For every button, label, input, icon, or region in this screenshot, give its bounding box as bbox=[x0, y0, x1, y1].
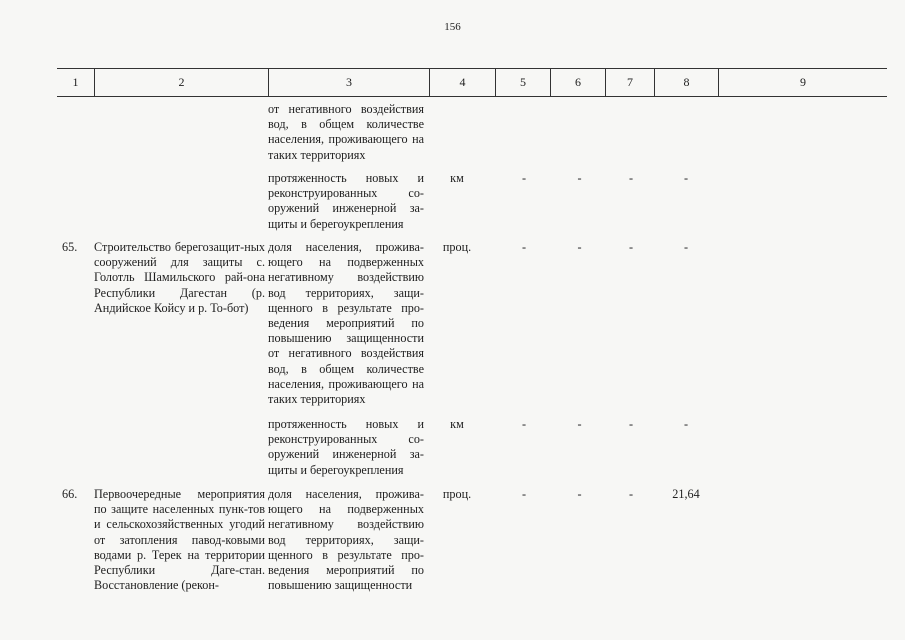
value-cell-col8: - bbox=[683, 417, 689, 431]
indicator-text: протяженность новых и реконструированных со-оружений инженерной за-щиты и берегоукрепления bbox=[268, 171, 424, 231]
page-number: 156 bbox=[444, 21, 461, 33]
value-cell-col8: - bbox=[683, 240, 689, 254]
header-col-1: 1 bbox=[72, 75, 79, 89]
value-cell-col5: - bbox=[521, 417, 527, 431]
measure-text: Первоочередные мероприятия по защите населенных пунк-тов и сельскохозяйственных угодий от затопления павод-ковыми водами р. Терек на территории Республики Даге-стан. Восстановление (рекон- bbox=[94, 487, 265, 593]
value-cell-col7: - bbox=[628, 417, 634, 431]
value-cell-col7: - bbox=[628, 171, 634, 185]
value-cell-col6: - bbox=[577, 171, 582, 185]
header-col-4: 4 bbox=[429, 69, 495, 96]
indicator-text: протяженность новых и реконструированных со-оружений инженерной за-щиты и берегоукрепления bbox=[268, 417, 424, 477]
value-cell-col6: - bbox=[577, 417, 582, 431]
measure-text: Строительство берегозащит-ных сооружений для защиты с. Голотль Шамильского рай-она Республики Дагестан (р. Андийское Койсу и р. То-бот) bbox=[94, 240, 265, 315]
value-cell-col7: - bbox=[628, 487, 634, 501]
value-cell-col8: - bbox=[683, 171, 689, 185]
value-cell-col6: - bbox=[577, 240, 582, 254]
unit-cell: км bbox=[450, 171, 464, 185]
header-col-8: 8 bbox=[654, 69, 718, 96]
unit-cell: проц. bbox=[442, 487, 472, 501]
value-cell-col6: - bbox=[577, 487, 582, 501]
value-cell-col8: 21,64 bbox=[672, 487, 700, 501]
header-col-3: 3 bbox=[268, 69, 429, 96]
indicator-text: доля населения, прожива-ющего на подверженных негативному воздействию вод территориях, защи-щенного в результате про-ведения мероприятий по повышению защищенности bbox=[268, 487, 424, 593]
value-cell-col5: - bbox=[521, 240, 527, 254]
value-cell-col5: - bbox=[521, 171, 527, 185]
header-col-9: 9 bbox=[718, 69, 887, 96]
table-header-row bbox=[57, 68, 887, 97]
header-col-2: 2 bbox=[94, 69, 268, 96]
value-cell-col7: - bbox=[628, 240, 634, 254]
header-col-6: 6 bbox=[550, 69, 605, 96]
header-col-5: 5 bbox=[495, 69, 550, 96]
unit-cell: проц. bbox=[442, 240, 472, 254]
row-number: 65. bbox=[62, 240, 78, 254]
unit-cell: км bbox=[450, 417, 464, 431]
row-number: 66. bbox=[62, 487, 78, 501]
indicator-text: от негативного воздействия вод, в общем количестве населения, проживающего на таких территориях bbox=[268, 102, 424, 162]
indicator-text: доля населения, прожива-ющего на подверженных негативному воздействию вод территориях, защи-щенного в результате про-ведения мероприятий по повышению защищенности от негативного воздействия вод, в общем количестве населения, проживающего на таких территориях bbox=[268, 240, 424, 407]
header-col-7: 7 bbox=[605, 69, 654, 96]
value-cell-col5: - bbox=[521, 487, 527, 501]
